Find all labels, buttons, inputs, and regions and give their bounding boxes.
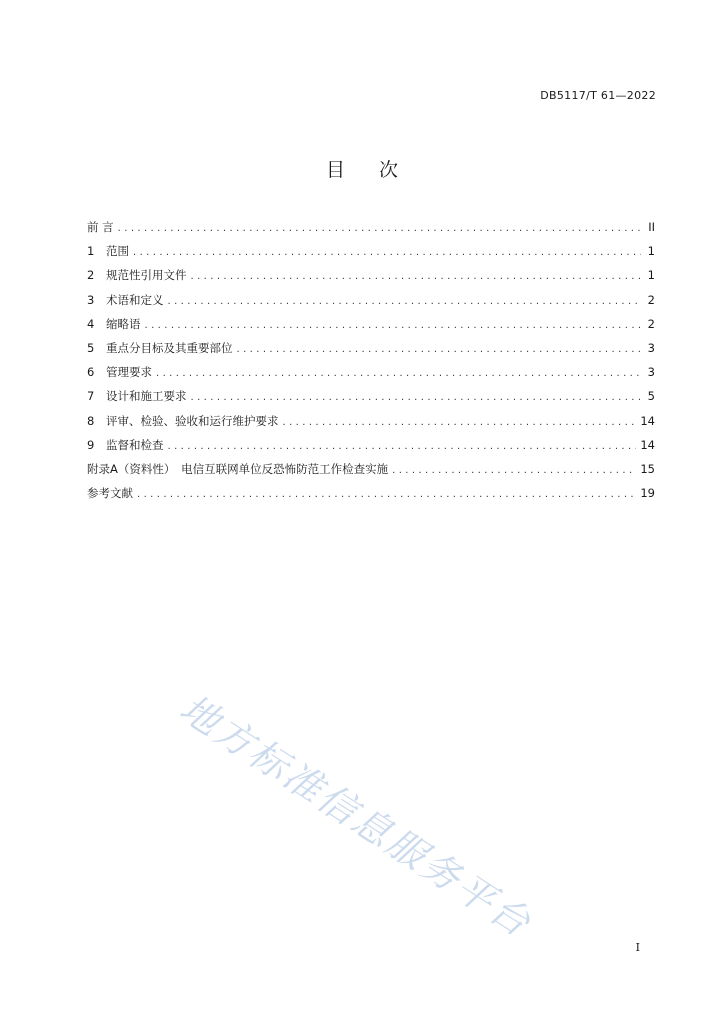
toc-dot-leader xyxy=(168,441,637,452)
toc-item-page: 1 xyxy=(647,268,655,283)
toc-item-label: 前 言 xyxy=(87,220,114,234)
toc-item-page: 2 xyxy=(647,316,655,331)
toc-dot-leader xyxy=(145,320,642,331)
toc-item[interactable] xyxy=(87,292,655,316)
toc-item[interactable] xyxy=(87,364,655,388)
toc-item-number: 8 xyxy=(87,413,95,428)
toc-item-page: 19 xyxy=(640,486,655,501)
toc-item-label: 设计和施工要求 xyxy=(106,389,187,404)
document-code: DB5117/T 61—2022 xyxy=(540,89,656,102)
toc-item-label: 重点分目标及其重要部位 xyxy=(106,340,233,355)
watermark: 地方标准信息服务平台 xyxy=(172,685,540,947)
toc-dot-leader xyxy=(137,489,636,500)
table-of-contents xyxy=(87,219,655,509)
toc-item-number: 5 xyxy=(87,340,95,355)
toc-item-label: 缩略语 xyxy=(106,316,141,331)
toc-item-number: 4 xyxy=(87,316,95,331)
toc-dot-leader xyxy=(191,392,642,403)
toc-item-page: 14 xyxy=(640,413,655,428)
toc-item[interactable] xyxy=(87,437,655,461)
toc-dot-leader xyxy=(168,296,642,307)
toc-item-number: 7 xyxy=(87,389,95,404)
toc-item[interactable] xyxy=(87,413,655,437)
toc-dot-leader xyxy=(392,465,636,476)
toc-item[interactable] xyxy=(87,219,655,243)
toc-item[interactable] xyxy=(87,267,655,291)
toc-item-page: II xyxy=(648,220,655,234)
toc-dot-leader xyxy=(237,344,642,355)
toc-item-number: 9 xyxy=(87,437,95,452)
toc-item-label: 参考文献 xyxy=(87,486,133,501)
toc-item-label: 附录A（资料性） 电信互联网单位反恐怖防范工作检查实施 xyxy=(87,461,389,476)
toc-item-page: 15 xyxy=(640,461,655,476)
toc-item-label: 评审、检验、验收和运行维护要求 xyxy=(106,413,279,428)
toc-dot-leader xyxy=(133,247,641,258)
toc-item-page: 1 xyxy=(647,244,655,259)
toc-item-number: 2 xyxy=(87,268,95,283)
toc-dot-leader xyxy=(156,368,641,379)
toc-item[interactable] xyxy=(87,316,655,340)
toc-item-label: 范围 xyxy=(106,244,129,259)
toc-item[interactable] xyxy=(87,243,655,267)
toc-item-number: 3 xyxy=(87,292,95,307)
toc-item-label: 术语和定义 xyxy=(106,292,164,307)
toc-item-page: 3 xyxy=(647,340,655,355)
toc-item-label: 管理要求 xyxy=(106,365,152,380)
page-title: 目次 xyxy=(325,159,432,181)
toc-item-page: 14 xyxy=(640,437,655,452)
toc-dot-leader xyxy=(191,271,642,282)
page-number: I xyxy=(635,941,640,954)
toc-item-label: 监督和检查 xyxy=(106,437,164,452)
toc-item-number: 1 xyxy=(87,244,95,259)
toc-dot-leader xyxy=(283,417,637,428)
toc-item-number: 6 xyxy=(87,365,95,380)
toc-item-appendix[interactable] xyxy=(87,461,655,485)
toc-item-references[interactable] xyxy=(87,485,655,509)
toc-item-page: 2 xyxy=(647,292,655,307)
toc-dot-leader xyxy=(118,223,641,234)
toc-item-page: 5 xyxy=(647,389,655,404)
toc-item-page: 3 xyxy=(647,365,655,380)
toc-item[interactable] xyxy=(87,340,655,364)
toc-item-label: 规范性引用文件 xyxy=(106,268,187,283)
toc-item[interactable] xyxy=(87,388,655,412)
